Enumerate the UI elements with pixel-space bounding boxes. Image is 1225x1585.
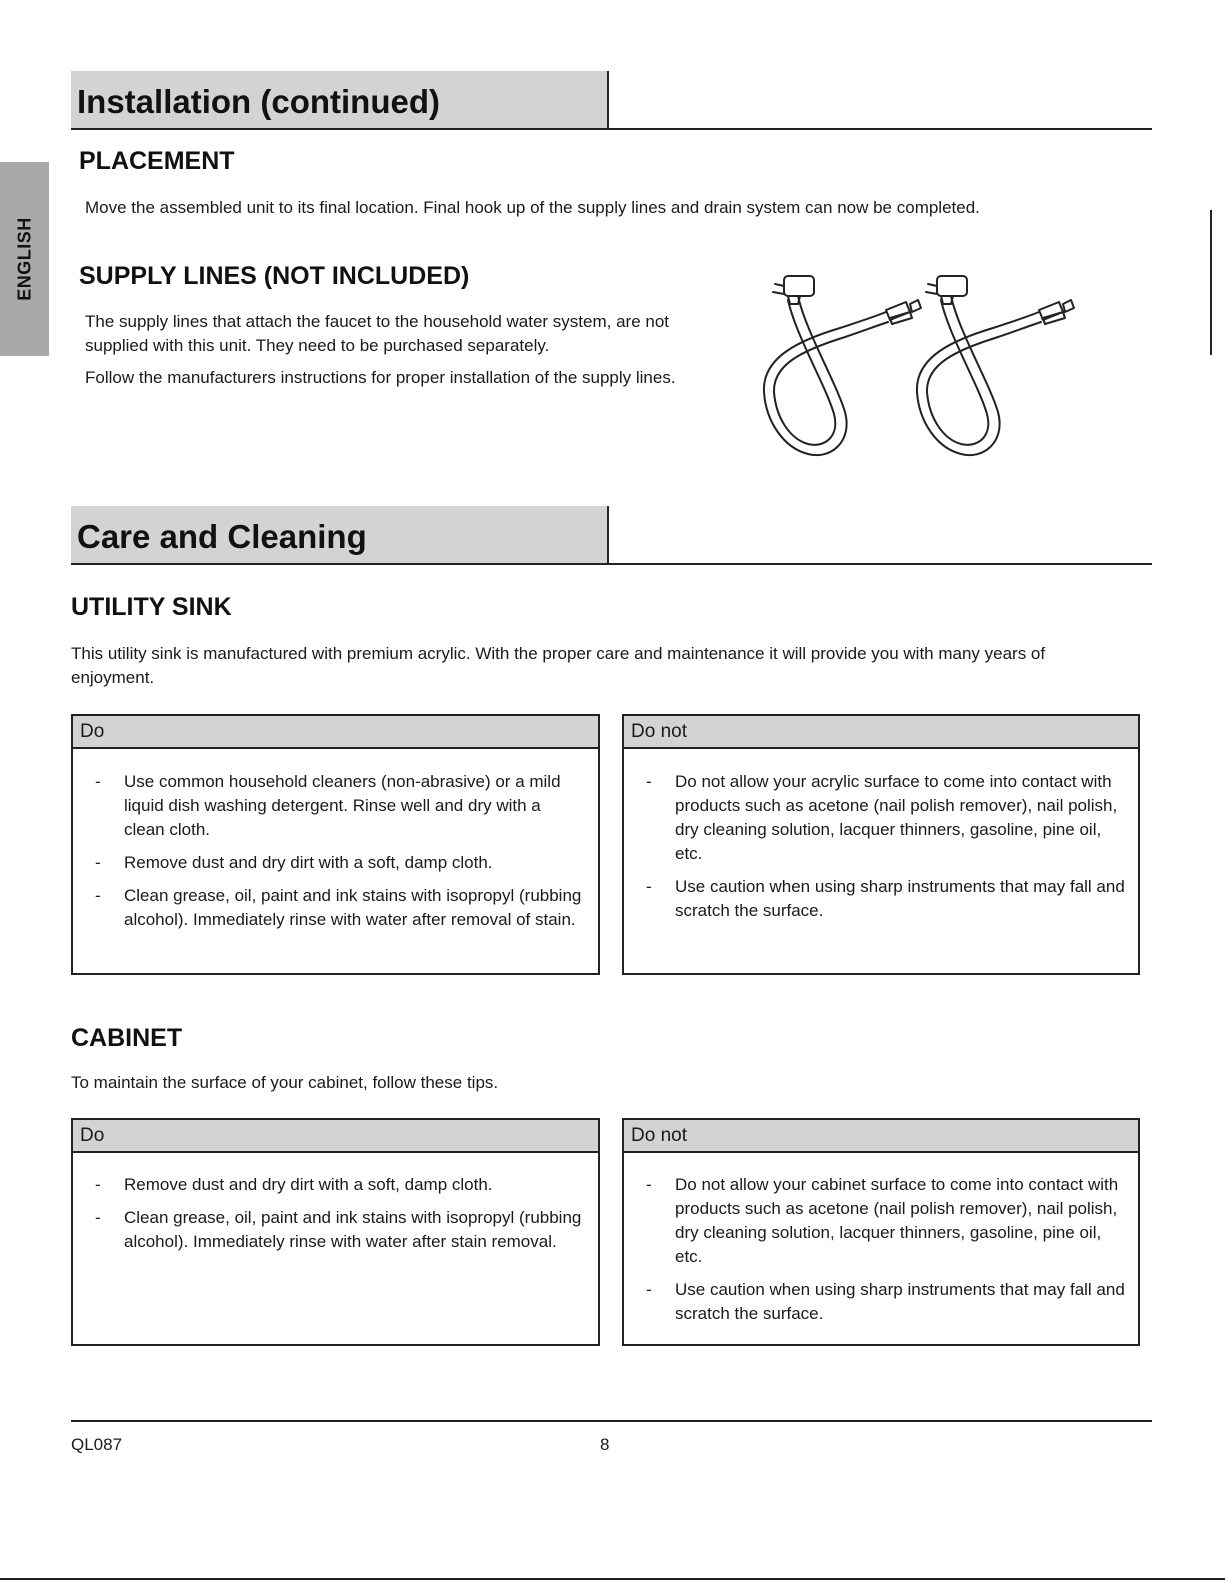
footer-model-number: QL087 bbox=[71, 1435, 123, 1454]
cabinet-do-list bbox=[95, 1173, 586, 1263]
care-section-title: Care and Cleaning bbox=[77, 518, 367, 555]
list-item-text: Use caution when using sharp instruments that may fall and scratch the surface. bbox=[675, 1280, 1125, 1323]
list-item-text: Clean grease, oil, paint and ink stains with isopropyl (rubbing alcohol). Immediately rinse with water after removal of stain. bbox=[124, 886, 582, 929]
list-dash: - bbox=[646, 1175, 652, 1194]
utility-sink-intro: This utility sink is manufactured with premium acrylic. With the proper care and maintenance it will provide you with many years of enjoyment. bbox=[71, 644, 1046, 687]
list-item bbox=[95, 770, 586, 842]
placement-text: Move the assembled unit to its final location. Final hook up of the supply lines and drain system can now be completed. bbox=[85, 198, 980, 217]
installation-section-title: Installation (continued) bbox=[77, 83, 440, 120]
cabinet-do-box bbox=[71, 1118, 600, 1346]
utility-sink-do-not-label: Do not bbox=[624, 716, 1138, 749]
list-dash: - bbox=[646, 772, 652, 791]
list-dash: - bbox=[646, 1280, 652, 1299]
list-item bbox=[95, 1173, 586, 1197]
page-bottom-rule bbox=[0, 1578, 1225, 1580]
language-tab bbox=[0, 162, 49, 356]
supply-lines-paragraph-1: The supply lines that attach the faucet to the household water system, are not supplied with this unit. They need to be purchased separately. bbox=[85, 312, 670, 355]
cabinet-do-not-box bbox=[622, 1118, 1140, 1346]
list-item-text: Use caution when using sharp instruments that may fall and scratch the surface. bbox=[675, 877, 1125, 920]
list-item bbox=[646, 1278, 1126, 1326]
installation-section-header bbox=[71, 71, 1152, 130]
placement-heading: PLACEMENT bbox=[79, 147, 235, 175]
care-section-header bbox=[71, 506, 1152, 565]
list-item-text: Do not allow your cabinet surface to come into contact with products such as acetone (nail polish remover), nail polish, dry cleaning solution, lacquer thinners, gasoline, pine oil, etc. bbox=[675, 1175, 1119, 1266]
utility-sink-do-label: Do bbox=[73, 716, 598, 749]
page-edge-mark bbox=[1210, 210, 1212, 355]
list-item bbox=[95, 884, 586, 932]
supply-lines-heading: SUPPLY LINES (NOT INCLUDED) bbox=[79, 262, 470, 290]
list-item bbox=[95, 1206, 586, 1254]
supply-line-hoses-icon bbox=[740, 262, 1080, 467]
list-item-text: Remove dust and dry dirt with a soft, damp cloth. bbox=[124, 853, 493, 872]
list-item-text: Clean grease, oil, paint and ink stains with isopropyl (rubbing alcohol). Immediately rinse with water after stain removal. bbox=[124, 1208, 582, 1251]
cabinet-heading: CABINET bbox=[71, 1024, 183, 1052]
utility-sink-do-box bbox=[71, 714, 600, 975]
list-item bbox=[646, 1173, 1126, 1269]
cabinet-intro: To maintain the surface of your cabinet, follow these tips. bbox=[71, 1073, 499, 1092]
cabinet-do-label: Do bbox=[73, 1120, 598, 1153]
footer-rule bbox=[71, 1420, 1152, 1422]
list-dash: - bbox=[95, 1208, 101, 1227]
utility-sink-heading: UTILITY SINK bbox=[71, 593, 232, 621]
utility-sink-do-not-box bbox=[622, 714, 1140, 975]
utility-sink-do-not-list bbox=[646, 770, 1126, 932]
list-dash: - bbox=[95, 886, 101, 905]
utility-sink-do-list bbox=[95, 770, 586, 941]
list-item-text: Do not allow your acrylic surface to come into contact with products such as acetone (nail polish remover), nail polish, dry cleaning solution, lacquer thinners, gasoline, pine oil, etc. bbox=[675, 772, 1118, 863]
list-item-text: Use common household cleaners (non-abrasive) or a mild liquid dish washing detergent. Rinse well and dry with a clean cloth. bbox=[124, 772, 561, 839]
list-item bbox=[646, 770, 1126, 866]
list-dash: - bbox=[646, 877, 652, 896]
list-dash: - bbox=[95, 853, 101, 872]
list-item bbox=[95, 851, 586, 875]
cabinet-do-not-list bbox=[646, 1173, 1126, 1335]
language-tab-label: ENGLISH bbox=[14, 217, 34, 301]
list-item bbox=[646, 875, 1126, 923]
list-dash: - bbox=[95, 772, 101, 791]
supply-lines-paragraph-2: Follow the manufacturers instructions for proper installation of the supply lines. bbox=[85, 368, 676, 387]
footer-page-number: 8 bbox=[600, 1435, 610, 1454]
list-dash: - bbox=[95, 1175, 101, 1194]
cabinet-do-not-label: Do not bbox=[624, 1120, 1138, 1153]
list-item-text: Remove dust and dry dirt with a soft, damp cloth. bbox=[124, 1175, 493, 1194]
